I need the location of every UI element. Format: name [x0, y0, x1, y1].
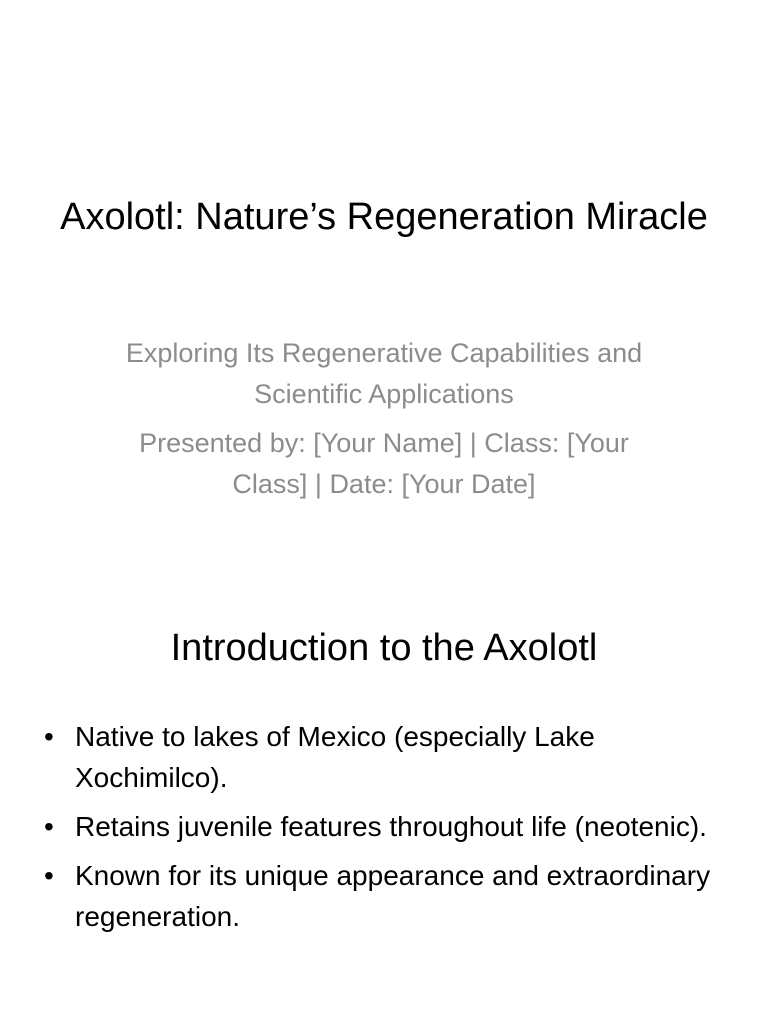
bullet-text: Known for its unique appearance and extraordinary regeneration. [75, 860, 711, 932]
subtitle-block [100, 333, 668, 505]
presenter-info: Presented by: [Your Name] | Class: [Your Class] | Date: [Your Date] [139, 428, 629, 499]
bullet-item [40, 855, 728, 937]
slide-title: Axolotl: Nature’s Regeneration Miracle [60, 196, 708, 238]
bullet-icon: • [44, 860, 54, 891]
bullet-item [40, 716, 728, 798]
content-slide [0, 576, 768, 1024]
bullet-item [40, 806, 728, 847]
bullet-icon: • [44, 811, 54, 842]
bullet-text: Native to lakes of Mexico (especially Lake Xochimilco). [75, 721, 595, 793]
bullet-icon: • [44, 721, 54, 752]
slide-subtitle: Exploring Its Regenerative Capabilities and Scientific Applications [125, 338, 643, 409]
slide-heading: Introduction to the Axolotl [170, 627, 598, 669]
bullet-text: Retains juvenile features throughout life (neotenic). [75, 811, 707, 842]
bullet-list [40, 716, 728, 945]
